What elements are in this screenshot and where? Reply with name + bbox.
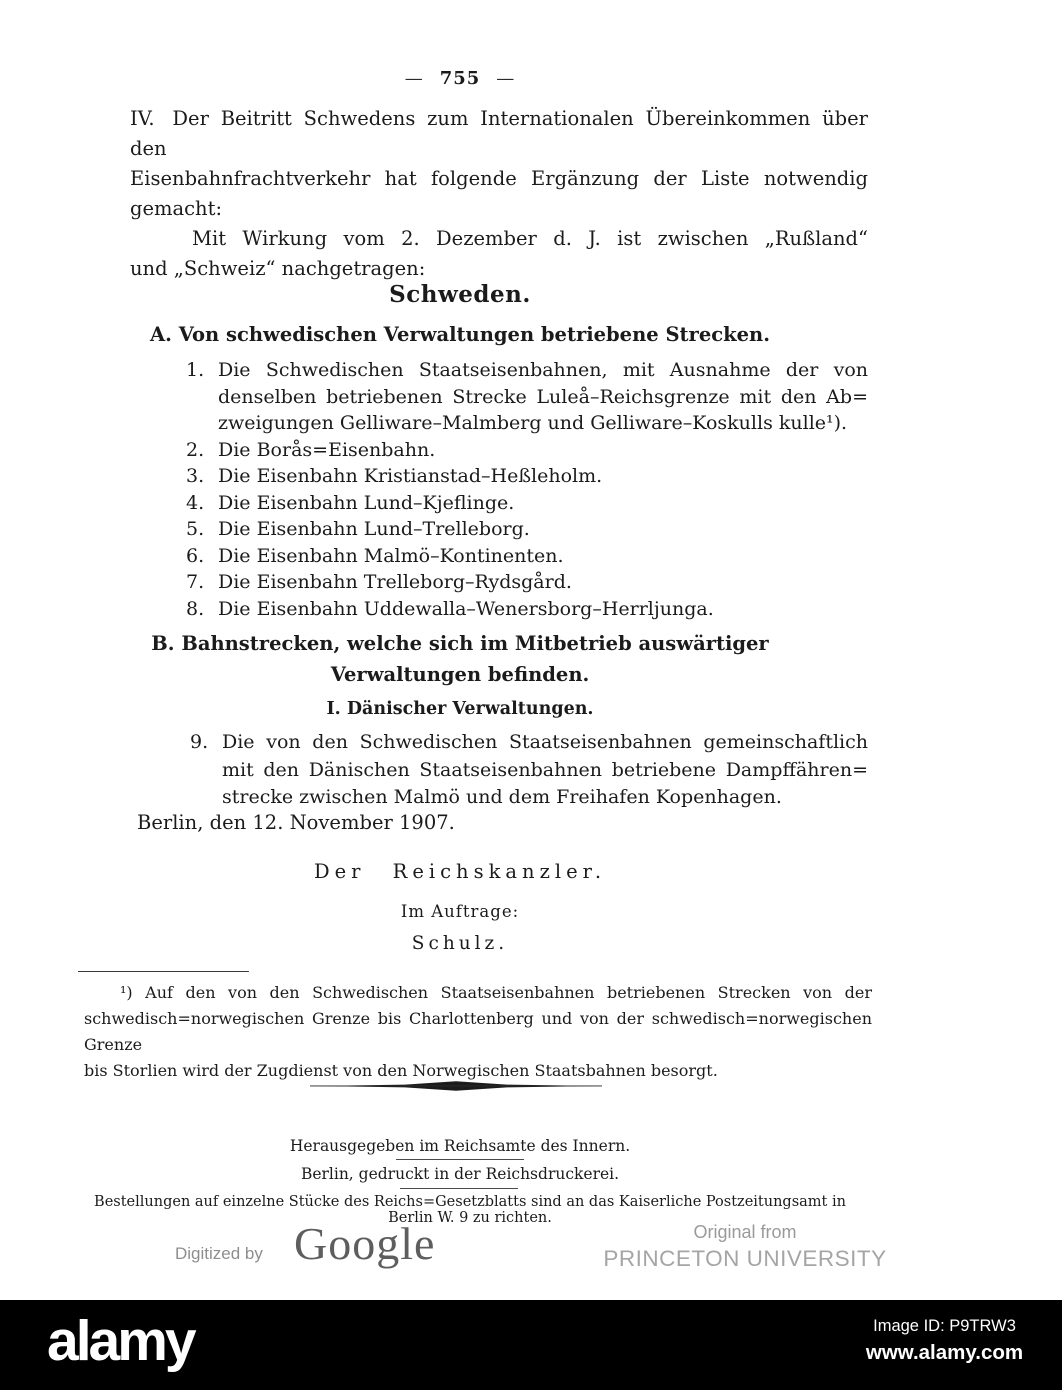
paragraph-line bbox=[130, 104, 868, 164]
heading-section-b-line2: Verwaltungen befinden. bbox=[330, 663, 590, 686]
imprint-publisher: Herausgegeben im Reichsamte des Innern. bbox=[289, 1137, 631, 1155]
list-item bbox=[186, 437, 868, 464]
list-item-number: 5. bbox=[186, 518, 205, 540]
paragraph-line: und „Schweiz“ nachgetragen: bbox=[130, 257, 426, 280]
image-id-label: Image ID: P9TRW3 bbox=[873, 1317, 1016, 1335]
heading-country: Schweden. bbox=[389, 281, 531, 308]
list-item-line: Die Eisenbahn Kristianstad–Heßleholm. bbox=[218, 465, 603, 487]
section-iv-paragraph bbox=[130, 104, 868, 284]
paragraph-line: Mit Wirkung vom 2. Dezember d. J. ist zwischen „Rußland“ bbox=[192, 227, 868, 250]
dateline: Berlin, den 12. November 1907. bbox=[137, 811, 455, 834]
imprint-orders-note: Bestellungen auf einzelne Stücke des Reichs=Gesetzblatts sind an das Kaiserliche Postzeitungsamt in Berlin W. 9 zu richten. bbox=[94, 1194, 846, 1226]
list-item-number: 3. bbox=[186, 465, 205, 487]
list-item-line: mit den Dänischen Staatseisenbahnen betriebene Dampffähren= bbox=[222, 758, 868, 781]
page-number-dash-right: — bbox=[496, 68, 516, 89]
paragraph-line: Eisenbahnfrachtverkehr hat folgende Ergänzung der Liste notwendig bbox=[130, 167, 868, 190]
list-item-number: 1. bbox=[186, 359, 205, 381]
list-item-number: 6. bbox=[186, 544, 205, 567]
list-item-number: 9. bbox=[190, 731, 209, 753]
page-number-row bbox=[80, 68, 840, 89]
list-item bbox=[186, 357, 868, 437]
original-from-label: Original from bbox=[693, 1222, 797, 1242]
signature-name: Schulz. bbox=[411, 933, 509, 954]
imprint-rule-1 bbox=[396, 1159, 524, 1160]
list-item-line: Die Eisenbahn Malmö–Kontinenten. bbox=[218, 544, 564, 567]
list-item-line: Die von den Schwedischen Staatseisenbahnen gemeinschaftlich bbox=[222, 731, 868, 753]
list-item bbox=[186, 569, 868, 596]
list-item bbox=[186, 543, 868, 570]
heading-section-b bbox=[80, 628, 840, 690]
list-item-line: Die Eisenbahn Trelleborg–Rydsgård. bbox=[218, 571, 572, 593]
footnote-line: schwedisch=norwegischen Grenze bis Charlottenberg und von der schwedisch=norwegischen Grenze bbox=[84, 1009, 872, 1054]
imprint-rule-2 bbox=[400, 1188, 518, 1189]
paragraph-line: gemacht: bbox=[130, 197, 223, 220]
page-number: 755 bbox=[439, 68, 481, 89]
section-divider-ornament bbox=[310, 1077, 602, 1089]
list-item-number: 7. bbox=[186, 571, 205, 593]
line-text: Der Beitritt Schwedens zum Internationalen Übereinkommen über den bbox=[130, 107, 868, 160]
list-item-9 bbox=[190, 729, 868, 812]
digitized-by-label: Digitized by bbox=[175, 1244, 263, 1263]
list-item-line: Die Eisenbahn Uddewalla–Wenersborg–Herrljunga. bbox=[218, 597, 714, 620]
google-logo: Google bbox=[294, 1218, 436, 1269]
list-item-number: 4. bbox=[186, 491, 205, 514]
heading-danish-administrations: I. Dänischer Verwaltungen. bbox=[326, 699, 594, 719]
watermark-info bbox=[862, 1317, 1027, 1365]
institution-name: PRINCETON UNIVERSITY bbox=[603, 1246, 887, 1271]
list-item-line: Die Borås=Eisenbahn. bbox=[218, 438, 436, 461]
list-item bbox=[186, 596, 868, 623]
original-from-block bbox=[600, 1222, 890, 1272]
list-item-line: zweigungen Gelliware–Malmberg und Gelliware–Koskulls kulle¹). bbox=[218, 412, 848, 434]
alamy-logo: alamy bbox=[47, 1309, 194, 1373]
divider-lens-icon bbox=[310, 1080, 602, 1092]
footnote-line: bis Storlien wird der Zugdienst von den Norwegischen Staatsbahnen besorgt. bbox=[84, 1061, 718, 1080]
list-item bbox=[186, 516, 868, 543]
section-iv-number: IV. bbox=[130, 107, 155, 130]
list-item-number: 8. bbox=[186, 597, 205, 620]
list-item bbox=[186, 463, 868, 490]
imprint-printer: Berlin, gedruckt in der Reichsdruckerei. bbox=[300, 1165, 620, 1183]
footnote bbox=[84, 980, 872, 1084]
list-item-number: 2. bbox=[186, 438, 205, 461]
list-section-a bbox=[186, 357, 868, 622]
signature-by-order: Im Auftrage: bbox=[400, 902, 520, 921]
list-item bbox=[186, 490, 868, 517]
list-item-line: denselben betriebenen Strecke Luleå–Reichsgrenze mit den Ab= bbox=[218, 385, 868, 408]
list-item bbox=[190, 729, 868, 812]
page-number-dash-left: — bbox=[404, 68, 424, 89]
heading-section-a: A. Von schwedischen Verwaltungen betriebene Strecken. bbox=[150, 323, 770, 346]
heading-section-b-line1: B. Bahnstrecken, welche sich im Mitbetrieb auswärtiger bbox=[151, 632, 769, 655]
footnote-line: ¹) Auf den von den Schwedischen Staatseisenbahnen betriebenen Strecken von der bbox=[120, 983, 872, 1002]
list-item-line: strecke zwischen Malmö und dem Freihafen Kopenhagen. bbox=[222, 786, 782, 808]
list-item-line: Die Schwedischen Staatseisenbahnen, mit Ausnahme der von bbox=[218, 359, 868, 381]
alamy-url: www.alamy.com bbox=[865, 1341, 1024, 1364]
footnote-separator-rule bbox=[78, 971, 249, 972]
list-item-line: Die Eisenbahn Lund–Trelleborg. bbox=[218, 518, 530, 540]
signature-title: Der Reichskanzler. bbox=[313, 860, 607, 883]
list-item-line: Die Eisenbahn Lund–Kjeflinge. bbox=[218, 491, 515, 514]
